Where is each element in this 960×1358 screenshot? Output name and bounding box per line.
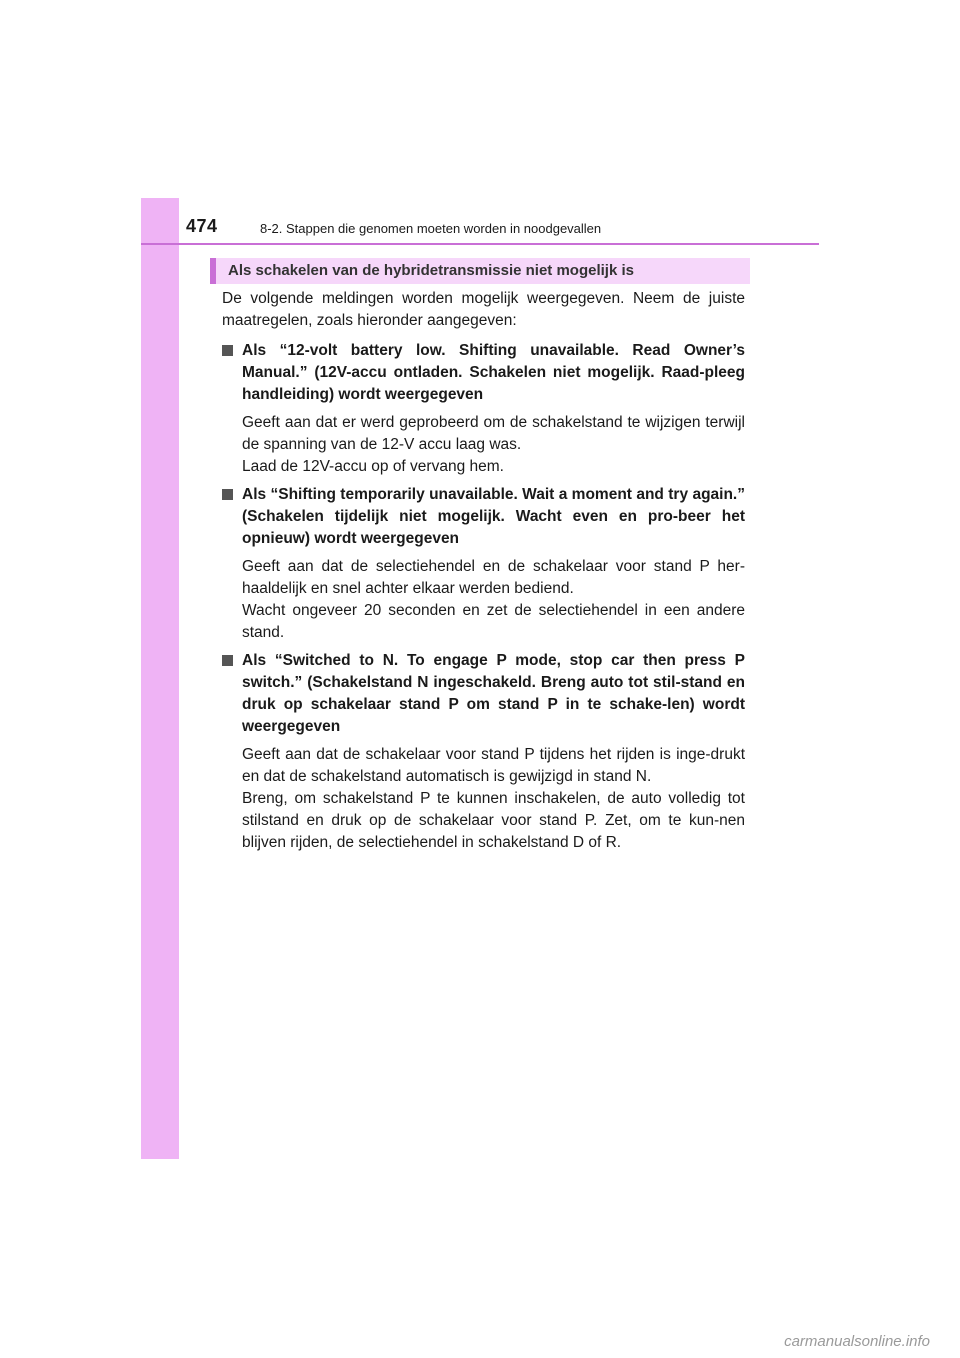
content bbox=[222, 288, 745, 860]
item-body: Geeft aan dat de schakelaar voor stand P tijdens het rijden is inge-drukt en dat de schakelstand automatisch is gewijzigd in stand N. bbox=[242, 746, 745, 785]
intro-text: De volgende meldingen worden mogelijk weergegeven. Neem de juiste maatregelen, zoals hieronder aangegeven: bbox=[222, 290, 745, 329]
watermark: carmanualsonline.info bbox=[784, 1333, 930, 1350]
list-item bbox=[222, 340, 745, 478]
section-header: 8-2. Stappen die genomen moeten worden in noodgevallen bbox=[260, 221, 602, 236]
subsection-banner bbox=[210, 258, 750, 284]
item-body: Geeft aan dat de selectiehendel en de schakelaar voor stand P her-haaldelijk en snel achter elkaar werden bediend. bbox=[242, 558, 745, 597]
item-body: Breng, om schakelstand P te kunnen inschakelen, de auto volledig tot stilstand en druk op de schakelaar voor stand P. Zet, om te kun-nen blijven rijden, de selectiehendel in schakelstand D of R. bbox=[242, 790, 745, 851]
item-title: Als “12-volt battery low. Shifting unavailable. Read Owner’s Manual.” (12V-accu ontladen. Schakelen niet mogelijk. Raad-pleeg handleiding) wordt weergegeven bbox=[242, 342, 745, 403]
square-bullet-icon bbox=[222, 489, 233, 500]
square-bullet-icon bbox=[222, 655, 233, 666]
square-bullet-icon bbox=[222, 345, 233, 356]
subsection-title: Als schakelen van de hybridetransmissie niet mogelijk is bbox=[228, 262, 634, 279]
page-side-tab bbox=[141, 198, 179, 1159]
list-item bbox=[222, 650, 745, 854]
item-body: Wacht ongeveer 20 seconden en zet de selectiehendel in een andere stand. bbox=[242, 602, 745, 641]
item-body: Laad de 12V-accu op of vervang hem. bbox=[242, 458, 504, 475]
page-number: 474 bbox=[186, 216, 218, 236]
item-title: Als “Switched to N. To engage P mode, stop car then press P switch.” (Schakelstand N ingeschakeld. Breng auto tot stil-stand en druk op schakelaar stand P om stand P in te schake-len) wordt weergegeven bbox=[242, 652, 745, 735]
item-body: Geeft aan dat er werd geprobeerd om de schakelstand te wijzigen terwijl de spanning van de 12-V accu laag was. bbox=[242, 414, 745, 453]
item-title: Als “Shifting temporarily unavailable. Wait a moment and try again.” (Schakelen tijdelijk niet mogelijk. Wacht even en pro-beer het opnieuw) wordt weergegeven bbox=[242, 486, 745, 547]
header-rule bbox=[141, 243, 819, 245]
list-item bbox=[222, 484, 745, 644]
